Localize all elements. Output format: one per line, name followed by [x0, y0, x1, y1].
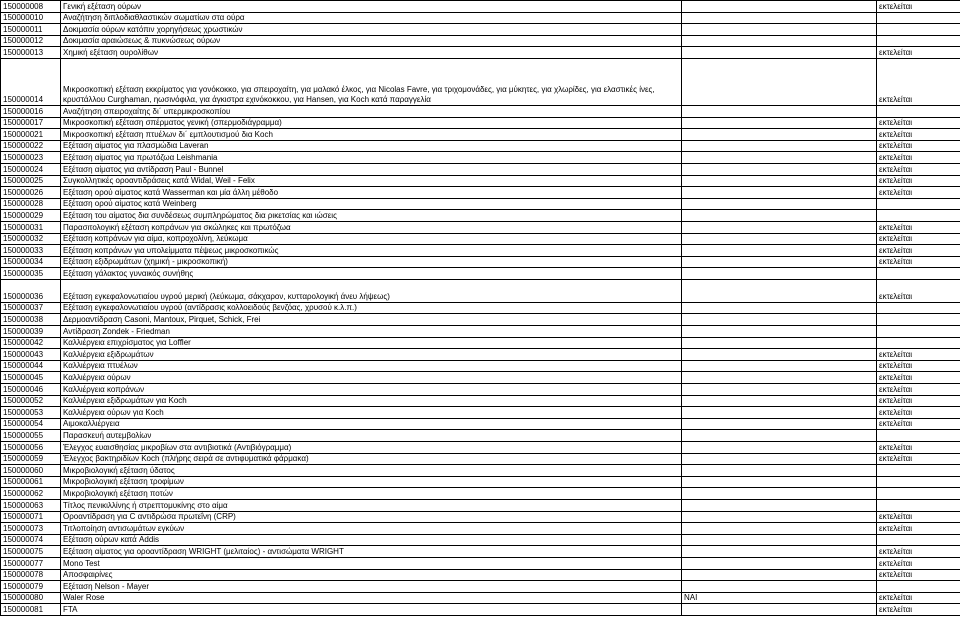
- table-row: [1, 372, 960, 384]
- cell-status: εκτελείται: [877, 221, 960, 233]
- cell-code: 150000045: [1, 372, 61, 384]
- cell-status: εκτελείται: [877, 163, 960, 175]
- cell-code: 150000075: [1, 546, 61, 558]
- cell-flag: [682, 453, 877, 465]
- cell-desc: Συγκολλητικές οροαντιδράσεις κατά Widal, Weil - Felix: [61, 175, 682, 187]
- cell-flag: [682, 360, 877, 372]
- cell-flag: [682, 442, 877, 454]
- cell-flag: [682, 476, 877, 488]
- cell-code: 150000059: [1, 453, 61, 465]
- cell-desc: Αιμοκαλλιέργεια: [61, 418, 682, 430]
- table-row: [1, 221, 960, 233]
- cell-status: εκτελείται: [877, 1, 960, 13]
- table-row: [1, 476, 960, 488]
- cell-flag: [682, 163, 877, 175]
- table-row: [1, 256, 960, 268]
- cell-flag: [682, 58, 877, 105]
- cell-desc: Καλλιέργεια πτυέλων: [61, 360, 682, 372]
- cell-status: [877, 24, 960, 36]
- table-row: [1, 47, 960, 59]
- cell-desc: Έλεγχος βακτηριδίων Koch (πλήρης σειρά σε αντιφυματικά φάρμακα): [61, 453, 682, 465]
- cell-flag: [682, 604, 877, 616]
- table-row: [1, 187, 960, 199]
- cell-status: [877, 430, 960, 442]
- cell-flag: [682, 511, 877, 523]
- cell-flag: [682, 499, 877, 511]
- cell-flag: [682, 465, 877, 477]
- table-row: [1, 337, 960, 349]
- cell-desc: Καλλιέργεια ούρων: [61, 372, 682, 384]
- table-row: [1, 58, 960, 105]
- table-row: [1, 407, 960, 419]
- cell-desc: Χημική εξέταση ουρολίθων: [61, 47, 682, 59]
- cell-flag: [682, 24, 877, 36]
- cell-status: εκτελείται: [877, 129, 960, 141]
- table-row: [1, 418, 960, 430]
- cell-desc: Εξέταση εγκεφαλονωτιαίου υγρού μερική (λεύκωμα, σάκχαρον, κυτταρολογική άνευ λήψεως): [61, 279, 682, 302]
- cell-desc: Καλλιέργεια επιχρίσματος για Loffler: [61, 337, 682, 349]
- cell-desc: Εξέταση ορού αίματος κατά Weinberg: [61, 198, 682, 210]
- cell-code: 150000012: [1, 35, 61, 47]
- cell-code: 150000016: [1, 105, 61, 117]
- cell-status: εκτελείται: [877, 279, 960, 302]
- cell-desc: Αναζήτηση σπειροχαίτης δι΄ υπερμικροσκοπίου: [61, 105, 682, 117]
- cell-desc: Καλλιέργεια εξιδρωμάτων: [61, 349, 682, 361]
- cell-flag: [682, 256, 877, 268]
- cell-desc: Καλλιέργεια κοπράνων: [61, 384, 682, 396]
- cell-status: εκτελείται: [877, 233, 960, 245]
- cell-code: 150000071: [1, 511, 61, 523]
- cell-desc: Αντίδραση Zondek - Friedman: [61, 326, 682, 338]
- cell-code: 150000046: [1, 384, 61, 396]
- cell-code: 150000026: [1, 187, 61, 199]
- cell-desc: Μικροσκοπική εξέταση εκκρίματος για γονόκοκκο, για σπειροχαίτη, για μαλακό έλκος, για Nicolas Favre, για τριχομονάδες, για μύκητες, για χλωρίδες, για ελαστικές ίνες, κρυστάλλου Curghaman, ηωσινόφιλα, για άγκιστρα εχινόκοκκου, για Hansen, για Koch κατά παραγγελία: [61, 58, 682, 105]
- cell-status: [877, 499, 960, 511]
- cell-status: [877, 337, 960, 349]
- cell-status: εκτελείται: [877, 418, 960, 430]
- table-row: [1, 210, 960, 222]
- cell-status: [877, 581, 960, 593]
- table-row: [1, 233, 960, 245]
- cell-code: 150000063: [1, 499, 61, 511]
- cell-flag: [682, 395, 877, 407]
- cell-code: 150000033: [1, 245, 61, 257]
- cell-desc: Μικροβιολογική εξέταση ύδατος: [61, 465, 682, 477]
- cell-code: 150000055: [1, 430, 61, 442]
- cell-status: εκτελείται: [877, 58, 960, 105]
- cell-desc: Τιτλοποίηση αντισωμάτων εγκύων: [61, 523, 682, 535]
- cell-desc: Οροαντίδραση για C αντιδρώσα πρωτεΐνη (CRP): [61, 511, 682, 523]
- cell-flag: [682, 384, 877, 396]
- cell-status: [877, 198, 960, 210]
- table-row: [1, 430, 960, 442]
- cell-code: 150000025: [1, 175, 61, 187]
- cell-flag: [682, 430, 877, 442]
- cell-code: 150000044: [1, 360, 61, 372]
- cell-code: 150000014: [1, 58, 61, 105]
- cell-desc: Εξέταση κοπράνων για αίμα, κοπροχολίνη, λεύκωμα: [61, 233, 682, 245]
- cell-desc: Αναζήτηση διπλοδιαθλαστικών σωματίων στα ούρα: [61, 12, 682, 24]
- cell-flag: [682, 233, 877, 245]
- cell-flag: [682, 523, 877, 535]
- cell-flag: [682, 314, 877, 326]
- table-row: [1, 569, 960, 581]
- cell-flag: [682, 302, 877, 314]
- table-row: [1, 12, 960, 24]
- cell-flag: [682, 557, 877, 569]
- cell-desc: Μικροσκοπική εξέταση σπέρματος γενική (σπερμοδιάγραμμα): [61, 117, 682, 129]
- cell-flag: [682, 407, 877, 419]
- cell-status: εκτελείται: [877, 140, 960, 152]
- cell-status: εκτελείται: [877, 604, 960, 616]
- cell-desc: Δερμοαντίδραση Casoni, Mantoux, Pirquet, Schick, Frei: [61, 314, 682, 326]
- cell-desc: Εξέταση αίματος για αντίδραση Paul - Bunnel: [61, 163, 682, 175]
- cell-code: 150000029: [1, 210, 61, 222]
- cell-flag: [682, 488, 877, 500]
- table-row: [1, 384, 960, 396]
- cell-status: [877, 476, 960, 488]
- cell-flag: [682, 581, 877, 593]
- table-row: [1, 163, 960, 175]
- cell-status: εκτελείται: [877, 349, 960, 361]
- table-row: [1, 581, 960, 593]
- cell-code: 150000022: [1, 140, 61, 152]
- cell-status: εκτελείται: [877, 117, 960, 129]
- cell-flag: [682, 12, 877, 24]
- table-row: [1, 488, 960, 500]
- table-row: [1, 546, 960, 558]
- cell-desc: Mono Test: [61, 557, 682, 569]
- cell-status: εκτελείται: [877, 523, 960, 535]
- cell-status: εκτελείται: [877, 511, 960, 523]
- cell-desc: Τίτλος πενικιλλίνης ή στρεπτομυκίνης στο αίμα: [61, 499, 682, 511]
- cell-code: 150000039: [1, 326, 61, 338]
- cell-status: εκτελείται: [877, 256, 960, 268]
- table-row: [1, 35, 960, 47]
- table-row: [1, 465, 960, 477]
- table-row: [1, 175, 960, 187]
- cell-status: εκτελείται: [877, 245, 960, 257]
- cell-status: εκτελείται: [877, 175, 960, 187]
- cell-status: εκτελείται: [877, 384, 960, 396]
- cell-desc: Καλλιέργεια ούρων για Koch: [61, 407, 682, 419]
- table-row: [1, 279, 960, 302]
- cell-code: 150000056: [1, 442, 61, 454]
- table-row: [1, 523, 960, 535]
- cell-desc: Waler Rose: [61, 592, 682, 604]
- cell-desc: Παρασιτολογική εξέταση κοπράνων για σκώληκες και πρωτόζωα: [61, 221, 682, 233]
- cell-flag: [682, 268, 877, 280]
- cell-status: [877, 534, 960, 546]
- cell-status: εκτελείται: [877, 360, 960, 372]
- cell-status: [877, 105, 960, 117]
- cell-code: 150000013: [1, 47, 61, 59]
- cell-flag: [682, 35, 877, 47]
- table-row: [1, 592, 960, 604]
- cell-code: 150000080: [1, 592, 61, 604]
- cell-flag: [682, 47, 877, 59]
- cell-status: [877, 268, 960, 280]
- cell-code: 150000037: [1, 302, 61, 314]
- cell-flag: [682, 129, 877, 141]
- cell-code: 150000053: [1, 407, 61, 419]
- cell-desc: Εξέταση Nelson - Mayer: [61, 581, 682, 593]
- cell-code: 150000011: [1, 24, 61, 36]
- cell-code: 150000062: [1, 488, 61, 500]
- cell-desc: Εξέταση αίματος για πρωτόζωα Leishmania: [61, 152, 682, 164]
- cell-desc: Δοκιμασία αραιώσεως & πυκνώσεως ούρων: [61, 35, 682, 47]
- cell-flag: [682, 105, 877, 117]
- cell-desc: Εξέταση εξιδρωμάτων (χημική - μικροσκοπική): [61, 256, 682, 268]
- cell-desc: Μικροσκοπική εξέταση πτυέλων δι΄ εμπλουτισμού δια Koch: [61, 129, 682, 141]
- cell-desc: Εξέταση ούρων κατά Addis: [61, 534, 682, 546]
- cell-status: [877, 465, 960, 477]
- cell-flag: [682, 152, 877, 164]
- cell-code: 150000008: [1, 1, 61, 13]
- cell-code: 150000024: [1, 163, 61, 175]
- cell-code: 150000031: [1, 221, 61, 233]
- cell-status: [877, 35, 960, 47]
- cell-desc: Μικροβιολογική εξέταση τροφίμων: [61, 476, 682, 488]
- cell-status: εκτελείται: [877, 557, 960, 569]
- cell-desc: Εξέταση αίματος για οροαντίδραση WRIGHT (μελιταίος) - αντισώματα WRIGHT: [61, 546, 682, 558]
- cell-flag: [682, 117, 877, 129]
- cell-status: εκτελείται: [877, 152, 960, 164]
- cell-status: [877, 488, 960, 500]
- table-row: [1, 511, 960, 523]
- cell-code: 150000061: [1, 476, 61, 488]
- table-row: [1, 442, 960, 454]
- cell-desc: Παρασκευή αυτεμβολίων: [61, 430, 682, 442]
- cell-desc: Δοκιμασία ούρων κατόπιν χορηγήσεως χρωστικών: [61, 24, 682, 36]
- cell-code: 150000078: [1, 569, 61, 581]
- cell-desc: Γενική εξέταση ούρων: [61, 1, 682, 13]
- cell-desc: Μικροβιολογική εξέταση ποτών: [61, 488, 682, 500]
- cell-code: 150000017: [1, 117, 61, 129]
- cell-flag: [682, 198, 877, 210]
- cell-code: 150000079: [1, 581, 61, 593]
- cell-flag: [682, 279, 877, 302]
- cell-status: [877, 12, 960, 24]
- cell-desc: Εξέταση αίματος για πλασμώδια Laveran: [61, 140, 682, 152]
- cell-code: 150000052: [1, 395, 61, 407]
- cell-desc: Εξέταση γάλακτος γυναικός συνήθης: [61, 268, 682, 280]
- cell-flag: [682, 569, 877, 581]
- cell-flag: [682, 140, 877, 152]
- cell-desc: Εξέταση ορού αίματος κατά Wasserman και μία άλλη μέθοδο: [61, 187, 682, 199]
- cell-code: 150000074: [1, 534, 61, 546]
- table-row: [1, 268, 960, 280]
- table-row: [1, 534, 960, 546]
- cell-status: εκτελείται: [877, 442, 960, 454]
- cell-status: [877, 326, 960, 338]
- table-row: [1, 349, 960, 361]
- table-row: [1, 499, 960, 511]
- cell-code: 150000060: [1, 465, 61, 477]
- cell-status: εκτελείται: [877, 546, 960, 558]
- table-row: [1, 105, 960, 117]
- cell-code: 150000035: [1, 268, 61, 280]
- cell-status: [877, 314, 960, 326]
- cell-code: 150000042: [1, 337, 61, 349]
- cell-code: 150000081: [1, 604, 61, 616]
- table-row: [1, 117, 960, 129]
- cell-flag: [682, 1, 877, 13]
- cell-flag: ΝΑΙ: [682, 592, 877, 604]
- table-row: [1, 1, 960, 13]
- table-row: [1, 314, 960, 326]
- cell-desc: Αποσφαιρίνες: [61, 569, 682, 581]
- cell-flag: [682, 546, 877, 558]
- cell-code: 150000010: [1, 12, 61, 24]
- cell-code: 150000021: [1, 129, 61, 141]
- cell-flag: [682, 372, 877, 384]
- cell-code: 150000054: [1, 418, 61, 430]
- cell-status: εκτελείται: [877, 47, 960, 59]
- cell-desc: FTA: [61, 604, 682, 616]
- cell-code: 150000023: [1, 152, 61, 164]
- cell-flag: [682, 221, 877, 233]
- cell-flag: [682, 175, 877, 187]
- cell-status: εκτελείται: [877, 372, 960, 384]
- table-row: [1, 245, 960, 257]
- table-row: [1, 302, 960, 314]
- cell-code: 150000038: [1, 314, 61, 326]
- table-row: [1, 326, 960, 338]
- cell-status: [877, 210, 960, 222]
- cell-desc: Καλλιέργεια εξιδρωμάτων για Koch: [61, 395, 682, 407]
- cell-status: εκτελείται: [877, 407, 960, 419]
- cell-status: εκτελείται: [877, 395, 960, 407]
- table-row: [1, 140, 960, 152]
- cell-code: 150000043: [1, 349, 61, 361]
- cell-desc: Εξέταση κοπράνων για υπολείμματα πέψεως μικροσκοπικώς: [61, 245, 682, 257]
- cell-flag: [682, 326, 877, 338]
- table-row: [1, 557, 960, 569]
- cell-code: 150000028: [1, 198, 61, 210]
- cell-flag: [682, 245, 877, 257]
- table-row: [1, 395, 960, 407]
- cell-code: 150000032: [1, 233, 61, 245]
- cell-status: εκτελείται: [877, 453, 960, 465]
- cell-flag: [682, 349, 877, 361]
- cell-status: εκτελείται: [877, 592, 960, 604]
- cell-status: [877, 302, 960, 314]
- cell-code: 150000034: [1, 256, 61, 268]
- cell-code: 150000036: [1, 279, 61, 302]
- cell-desc: Εξέταση εγκεφαλονωτιαίου υγρού (αντίδρασις κολλοειδούς βενζόας, χρυσού κ.λ.π.): [61, 302, 682, 314]
- table-row: [1, 360, 960, 372]
- table-row: [1, 198, 960, 210]
- cell-flag: [682, 210, 877, 222]
- table-row: [1, 24, 960, 36]
- table-row: [1, 129, 960, 141]
- cell-flag: [682, 534, 877, 546]
- table-row: [1, 152, 960, 164]
- table-body: [1, 1, 960, 616]
- cell-desc: Έλεγχος ευαισθησίας μικροβίων στα αντιβιοτικά (Αντιβιόγραμμα): [61, 442, 682, 454]
- cell-status: εκτελείται: [877, 569, 960, 581]
- cell-flag: [682, 418, 877, 430]
- cell-desc: Εξέταση του αίματος δια συνδέσεως συμπληρώματος δια ρικετσίας και ιώσεις: [61, 210, 682, 222]
- table-row: [1, 604, 960, 616]
- cell-code: 150000077: [1, 557, 61, 569]
- cell-code: 150000073: [1, 523, 61, 535]
- cell-status: εκτελείται: [877, 187, 960, 199]
- cell-flag: [682, 187, 877, 199]
- cell-flag: [682, 337, 877, 349]
- table-row: [1, 453, 960, 465]
